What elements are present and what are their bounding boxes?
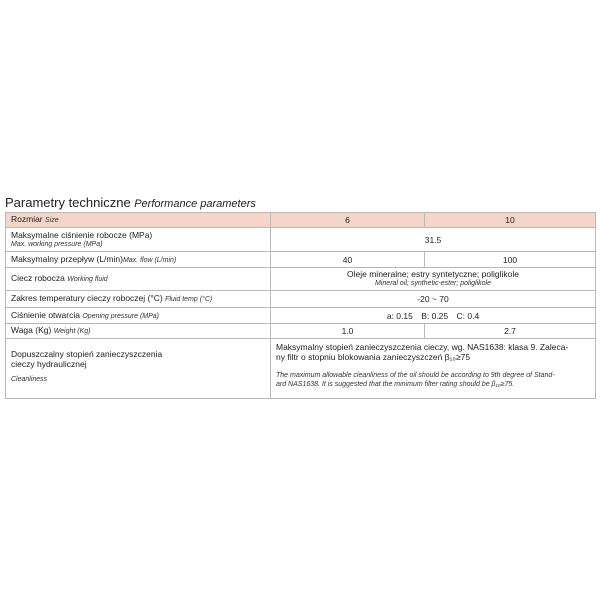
table-header-row [6, 213, 596, 228]
value-cleanliness-en-line2: ard NAS1638. It is suggested that the minimum filter rating should be β₁₀≥75. [276, 381, 515, 388]
value-fluid-temp: -20 ~ 70 [271, 291, 596, 308]
label-working-fluid-pl: Ciecz robocza [11, 273, 65, 283]
value-working-fluid [271, 268, 596, 291]
label-cleanliness-pl-line1: Dopuszczalny stopień zanieczyszczenia [11, 349, 163, 359]
label-weight [6, 324, 271, 339]
opening-pressure-b: B: 0.25 [421, 310, 449, 321]
label-max-flow [6, 252, 271, 268]
table-row-opening-pressure [6, 308, 596, 324]
value-opening-pressure [271, 308, 596, 324]
table-row-max-flow [6, 252, 596, 268]
value-max-flow-size6: 40 [271, 252, 425, 268]
label-cleanliness [6, 339, 271, 399]
table-row-fluid-temp [6, 291, 596, 308]
parameters-table [5, 212, 596, 399]
title-english: Performance parameters [134, 198, 256, 210]
value-weight-size6: 1.0 [271, 324, 425, 339]
value-cleanliness-pl-line1: Maksymalny stopień zanieczyszczenia cieczy, wg. NAS1638: klasa 9. Zaleca- [276, 342, 569, 352]
label-fluid-temp-pl: Zakres temperatury cieczy roboczej (°C) [11, 293, 163, 303]
value-cleanliness-en-line1: The maximum allowable cleanliness of the oil should be according to 9th degree of Stand- [276, 372, 555, 379]
label-cleanliness-pl-line2: cieczy hydraulicznej [11, 359, 87, 369]
label-weight-en: Weight (Kg) [53, 328, 91, 335]
label-max-pressure-pl: Maksymalne ciśnienie robocze (MPa) [11, 229, 153, 240]
label-max-flow-en: Max. flow (L/min) [122, 256, 177, 264]
label-working-fluid-en: Working fluid [67, 276, 108, 283]
value-working-fluid-pl: Oleje mineralne; estry syntetyczne; poliglikole [347, 269, 519, 279]
table-row-working-fluid [6, 268, 596, 291]
label-max-pressure-en: Max. working pressure (MPa) [11, 240, 103, 248]
label-weight-pl: Waga (Kg) [11, 325, 52, 335]
label-max-pressure [6, 228, 271, 252]
header-label-pl: Rozmiar [11, 214, 43, 224]
table-row-max-pressure [6, 228, 596, 252]
label-working-fluid [6, 268, 271, 291]
header-label-en: Size [45, 217, 59, 224]
label-fluid-temp [6, 291, 271, 308]
table-row-cleanliness [6, 339, 596, 399]
label-opening-pressure-en: Opening pressure (MPa) [82, 312, 160, 320]
opening-pressure-a: a: 0.15 [386, 310, 413, 321]
value-max-pressure: 31.5 [271, 228, 596, 252]
value-cleanliness [271, 339, 596, 399]
value-working-fluid-en: Mineral oil; synthetic-ester; poliglikole [375, 280, 491, 287]
header-size-10: 10 [425, 213, 596, 228]
opening-pressure-c: C: 0.4 [456, 310, 480, 321]
page-title [5, 196, 595, 211]
label-fluid-temp-en: Fluid temp (°C) [165, 296, 213, 303]
label-opening-pressure [6, 308, 271, 324]
header-size-6: 6 [271, 213, 425, 228]
table-row-weight [6, 324, 596, 339]
value-cleanliness-pl-line2: ny filtr o stopniu blokowania zanieczyszczeń β₁₀≥75 [276, 352, 471, 362]
title-polish: Parametry techniczne [5, 195, 131, 210]
label-opening-pressure-pl: Ciśnienie otwarcia [11, 309, 80, 320]
label-cleanliness-en: Cleanliness [11, 376, 48, 383]
label-max-flow-pl: Maksymalny przepływ (L/min) [11, 253, 123, 264]
header-size-label [6, 213, 271, 228]
value-max-flow-size10: 100 [425, 252, 596, 268]
value-weight-size10: 2.7 [425, 324, 596, 339]
